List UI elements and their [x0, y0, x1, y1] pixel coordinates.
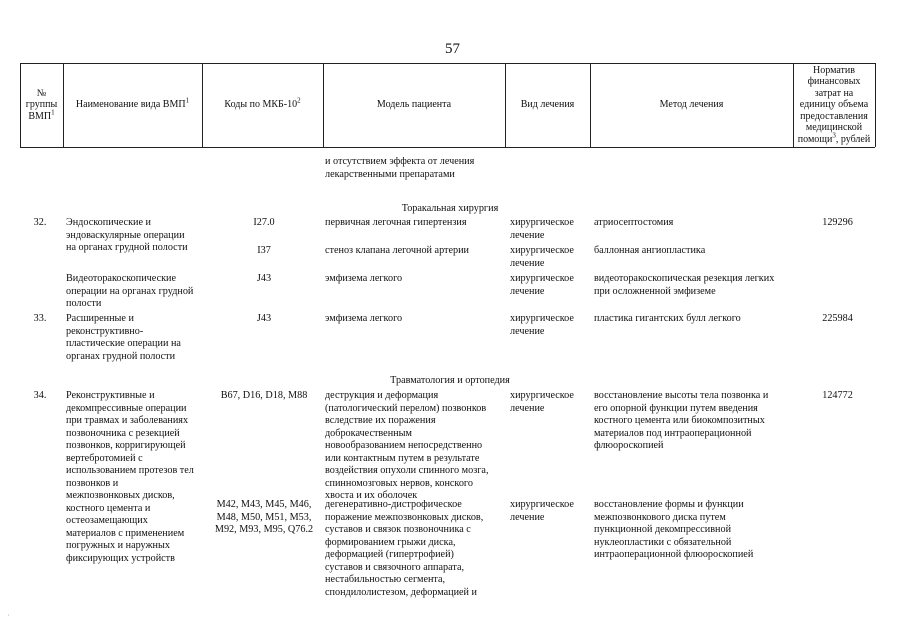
row-treatment-kind: хирургическое лечение	[510, 217, 574, 241]
row-icd-code: I27.0	[253, 217, 275, 228]
header-financial-norm: Норматив финансовых затрат на единицу объема предоставления медицинской помощи$^3$, рублей	[797, 64, 871, 145]
row-treatment-kind: хирургическое лечение	[510, 390, 574, 414]
row-icd-code: J43	[256, 273, 272, 284]
continuation-text: и отсутствием эффекта от лечения лекарственными препаратами	[325, 156, 475, 180]
row-number: 33.	[33, 313, 47, 324]
row-financial-norm: 129296	[822, 217, 853, 228]
row-icd-code: M42, M43, M45, M46, M48, M50, M51, M53, M92, M93, M95, Q76.2	[214, 499, 314, 535]
row-treatment-kind: хирургическое лечение	[510, 313, 574, 337]
row-patient-model: деструкция и деформация (патологический перелом) позвонков вследствие их поражения доброкачественным новообразованием непосредственно или контактным путем в результате воздействия опухоли спинного мозга, спинномозговых нервов, конского хвоста и их оболочек	[325, 390, 489, 501]
row-vmp-name: Расширенные и реконструктивно- пластические операции на органах грудной полости	[66, 313, 181, 362]
column-border	[875, 63, 876, 147]
row-vmp-name: Реконструктивные и декомпрессивные операции при травмах и заболеваниях позвоночника с резекцией позвонков, корригирующей вертебротомией с использованием протезов тел позвонков и межпозвонковых дисков, костного цемента и остеозамещающих материалов с применением погружных и наружных фиксирующих устройств	[66, 390, 194, 564]
row-financial-norm: 124772	[822, 390, 853, 401]
row-patient-model: стеноз клапана легочной артерии	[325, 245, 470, 256]
scan-mark: ·	[7, 611, 10, 620]
row-treatment-method: восстановление формы и функции межпозвонкового диска путем пункционной декомпрессивной нуклеопластики с обязательной интраоперационной флюороскопией	[594, 499, 754, 560]
row-patient-model: дегенеративно-дистрофическое поражение межпозвонковых дисков, суставов и связок позвоночника с формированием грыжи диска, деформацией (гипертрофией) суставов и связочного аппарата, нестабильностью сегмента, спондилолистезом, деформацией и	[325, 499, 484, 598]
header-patient-model: Модель пациента	[376, 99, 452, 111]
row-treatment-method: баллонная ангиопластика	[594, 245, 706, 256]
row-icd-code: J43	[256, 313, 272, 324]
row-icd-code: I37	[257, 245, 271, 256]
header-treatment-kind: Вид лечения	[520, 99, 575, 111]
row-patient-model: первичная легочная гипертензия	[325, 217, 467, 228]
row-treatment-kind: хирургическое лечение	[510, 273, 574, 297]
row-number: 32.	[33, 217, 47, 228]
row-vmp-name: Эндоскопические и эндоваскулярные операции на органах грудной полости	[66, 217, 188, 253]
row-patient-model: эмфизема легкого	[325, 313, 403, 324]
row-treatment-method: пластика гигантских булл легкого	[594, 313, 741, 324]
row-icd-code: B67, D16, D18, M88	[220, 390, 308, 401]
row-treatment-method: атриосептостомия	[594, 217, 674, 228]
section-title-trauma: Травматология и ортопедия	[390, 375, 510, 386]
row-number: 34.	[33, 390, 47, 401]
row-vmp-name: Видеоторакоскопические операции на органах грудной полости	[66, 273, 194, 309]
header-icd-codes: Коды по МКБ-$10^2$	[224, 96, 301, 111]
row-treatment-kind: хирургическое лечение	[510, 245, 574, 269]
section-title-thoracic: Торакальная хирургия	[401, 203, 499, 214]
row-treatment-method: восстановление высоты тела позвонка и его опорной функции путем введения костного цемента или биокомпозитных материалов под интраоперационной флюороскопией	[594, 390, 769, 451]
row-patient-model: эмфизема легкого	[325, 273, 403, 284]
row-treatment-kind: хирургическое лечение	[510, 499, 574, 523]
row-financial-norm: 225984	[822, 313, 853, 324]
header-treatment-method: Метод лечения	[659, 99, 724, 111]
header-vmp-name: Наименование вида ВМП$^1$	[75, 96, 190, 111]
header-group-number: № группы ВМП$^1$	[25, 87, 58, 122]
row-treatment-method: видеоторакоскопическая резекция легких при осложненной эмфиземе	[594, 273, 775, 297]
page-number: 57	[445, 41, 460, 57]
table-header-bottom-border	[20, 147, 875, 148]
